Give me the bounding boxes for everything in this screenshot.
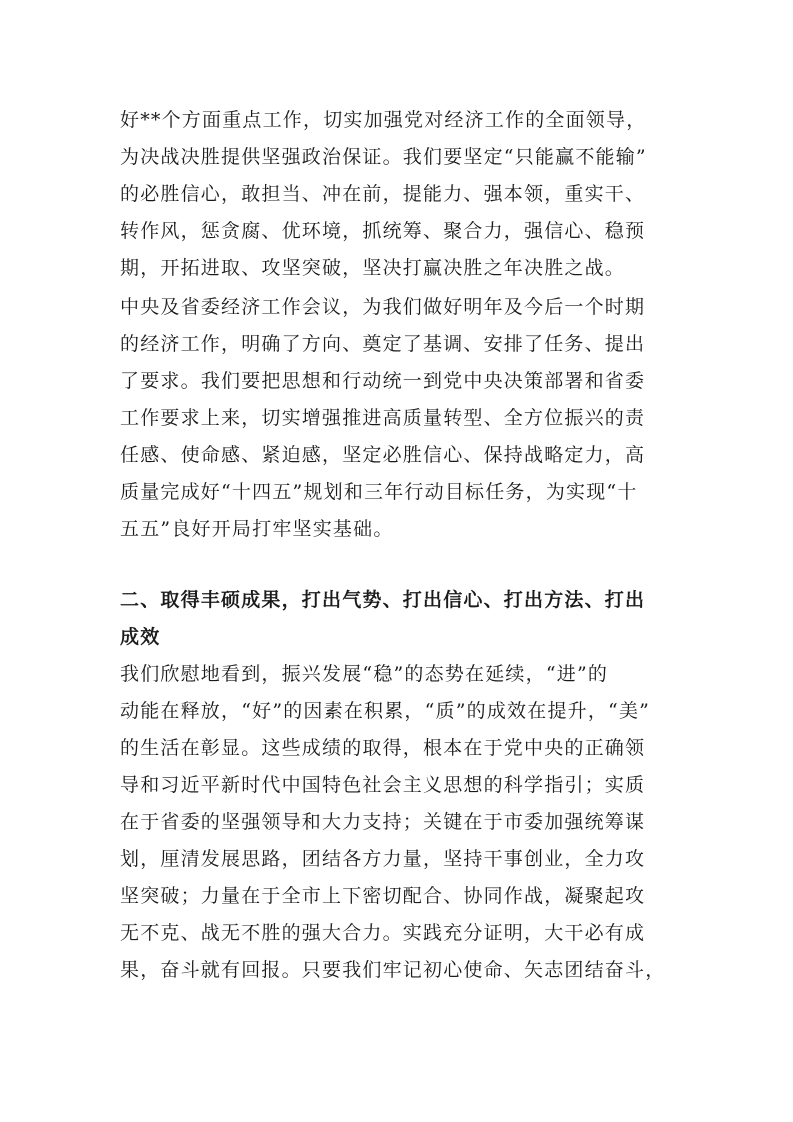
heading-line: 成效: [120, 626, 161, 648]
text-line: 导和习近平新时代中国特色社会主义思想的科学指引；实质: [120, 774, 646, 796]
paragraph-work-priorities: [120, 102, 680, 287]
text-line: 划，厘清发展思路，团结各方力量，坚持干事创业，全力攻: [120, 848, 646, 870]
text-line: 无不克、战无不胜的强大合力。实践充分证明，大干必有成: [120, 922, 646, 944]
text-line: 果，奋斗就有回报。只要我们牢记初心使命、矢志团结奋斗，: [120, 959, 666, 981]
text-line: 的经济工作，明确了方向、奠定了基调、安排了任务、提出: [120, 333, 646, 355]
text-line: 转作风，惩贪腐、优环境，抓统筹、聚合力，强信心、稳预: [120, 220, 646, 242]
text-line: 的必胜信心，敢担当、冲在前，提能力、强本领，重实干、: [120, 183, 646, 205]
text-line: 在于省委的坚强领导和大力支持；关键在于市委加强统筹谋: [120, 811, 646, 833]
text-line: 中央及省委经济工作会议，为我们做好明年及今后一个时期: [120, 296, 646, 318]
text-line: 动能在释放，“好”的因素在积累，“质”的成效在提升，“美”: [120, 700, 651, 722]
text-line: 的生活在彰显。这些成绩的取得，根本在于党中央的正确领: [120, 737, 646, 759]
text-line: 质量完成好“十四五”规划和三年行动目标任务，为实现“十: [120, 481, 638, 503]
text-line: 我们欣慰地看到，振兴发展“稳”的态势在延续，“进”的: [120, 663, 609, 685]
text-line: 坚突破；力量在于全市上下密切配合、协同作战，凝聚起攻: [120, 885, 646, 907]
paragraph-economic-conference: [120, 289, 680, 548]
text-line: 工作要求上来，切实增强推进高质量转型、全方位振兴的责: [120, 407, 646, 429]
text-line: 五五”良好开局打牢坚实基础。: [120, 518, 394, 540]
text-line: 好**个方面重点工作，切实加强党对经济工作的全面领导，: [120, 109, 647, 131]
text-line: 了要求。我们要把思想和行动统一到党中央决策部署和省委: [120, 370, 646, 392]
paragraph-achievements: [120, 656, 680, 989]
text-line: 期，开拓进取、攻坚突破，坚决打赢决胜之年决胜之战。: [120, 257, 626, 279]
text-line: 为决战决胜提供坚强政治保证。我们要坚定“只能赢不能输”: [120, 146, 647, 168]
text-line: 任感、使命感、紧迫感，坚定必胜信心、保持战略定力，高: [120, 444, 646, 466]
section-heading: [120, 582, 680, 656]
heading-line: 二、取得丰硕成果，打出气势、打出信心、打出方法、打出: [120, 589, 646, 611]
